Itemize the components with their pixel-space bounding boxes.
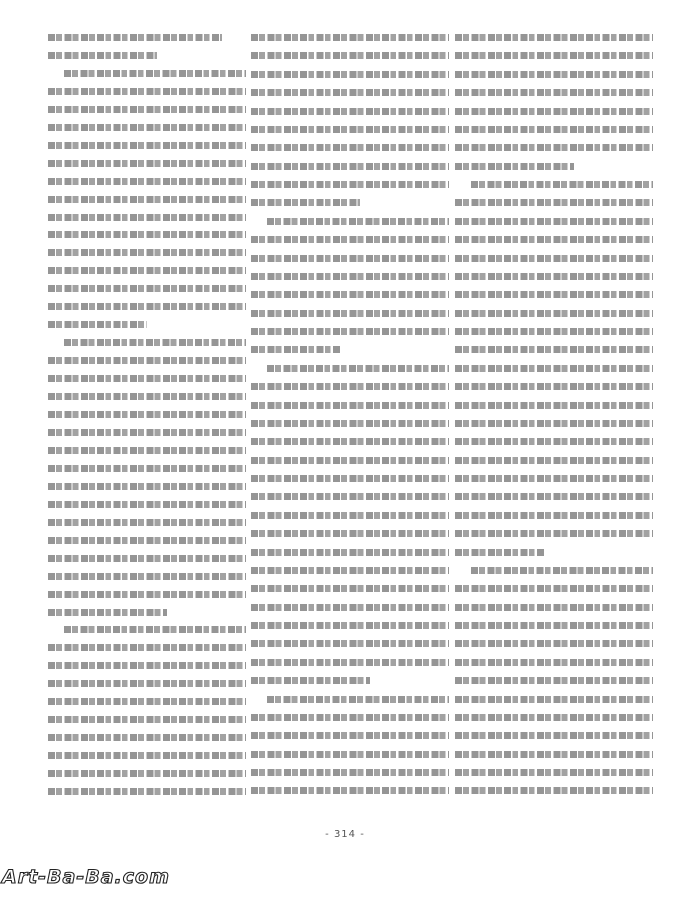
text-line xyxy=(48,764,246,782)
text-line xyxy=(48,297,246,315)
text-line xyxy=(48,190,246,208)
text-line xyxy=(48,136,246,154)
text-line xyxy=(48,225,246,243)
text-line-ink xyxy=(455,126,653,133)
text-line-ink xyxy=(455,236,653,243)
text-line-ink xyxy=(251,677,370,684)
text-line-ink xyxy=(48,662,246,669)
text-line xyxy=(48,351,246,369)
text-line-ink xyxy=(48,124,246,131)
text-line-ink xyxy=(64,70,246,77)
text-line-ink xyxy=(48,88,246,95)
text-line xyxy=(251,285,449,303)
text-line xyxy=(251,579,449,597)
text-line-ink xyxy=(455,622,653,629)
text-line xyxy=(251,487,449,505)
text-line-ink xyxy=(455,732,653,739)
text-line xyxy=(455,524,653,542)
text-line xyxy=(251,359,449,377)
text-line xyxy=(48,656,246,674)
text-line-ink xyxy=(251,108,449,115)
text-line xyxy=(251,506,449,524)
text-line xyxy=(455,304,653,322)
text-line-ink xyxy=(251,89,449,96)
text-line-ink xyxy=(455,255,653,262)
text-line-ink xyxy=(251,457,449,464)
text-line xyxy=(455,543,653,561)
text-line xyxy=(455,487,653,505)
text-line xyxy=(48,459,246,477)
text-line-ink xyxy=(251,769,449,776)
text-line-ink xyxy=(251,622,449,629)
text-line-ink xyxy=(251,402,449,409)
text-line-ink xyxy=(48,267,246,274)
text-line-ink xyxy=(455,714,653,721)
text-line-ink xyxy=(455,549,544,556)
text-line xyxy=(251,653,449,671)
text-line xyxy=(48,674,246,692)
text-line-ink xyxy=(267,218,449,225)
text-line xyxy=(455,377,653,395)
left-column xyxy=(48,28,246,800)
text-line xyxy=(251,690,449,708)
text-line-ink xyxy=(251,512,449,519)
text-line xyxy=(455,671,653,689)
text-line-ink xyxy=(251,549,449,556)
text-line-ink xyxy=(455,438,653,445)
text-line-ink xyxy=(251,126,449,133)
text-line xyxy=(48,585,246,603)
text-line xyxy=(455,469,653,487)
text-line-ink xyxy=(251,787,449,794)
text-line xyxy=(455,598,653,616)
text-line xyxy=(48,513,246,531)
text-line-ink xyxy=(48,375,246,382)
text-line-ink xyxy=(251,291,449,298)
text-line-ink xyxy=(455,457,653,464)
text-line xyxy=(251,212,449,230)
text-line-ink xyxy=(251,71,449,78)
text-line-ink xyxy=(48,734,246,741)
text-line xyxy=(251,469,449,487)
text-line xyxy=(455,781,653,799)
text-line-ink xyxy=(251,530,449,537)
text-line xyxy=(251,193,449,211)
text-line xyxy=(251,763,449,781)
text-line xyxy=(455,28,653,46)
text-line-ink xyxy=(48,483,246,490)
text-line-ink xyxy=(64,626,246,633)
text-line xyxy=(48,261,246,279)
text-line-ink xyxy=(251,255,449,262)
text-line xyxy=(455,267,653,285)
text-line xyxy=(48,208,246,226)
text-line xyxy=(251,157,449,175)
text-line xyxy=(455,138,653,156)
text-line xyxy=(48,638,246,656)
text-line xyxy=(251,561,449,579)
text-line xyxy=(455,653,653,671)
text-line xyxy=(251,83,449,101)
text-line xyxy=(48,477,246,495)
text-line-ink xyxy=(48,429,246,436)
text-line xyxy=(48,549,246,567)
text-line-ink xyxy=(48,447,246,454)
text-line-ink xyxy=(48,178,246,185)
text-line-ink xyxy=(455,787,653,794)
text-line-ink xyxy=(455,677,653,684)
text-line xyxy=(455,396,653,414)
text-line-ink xyxy=(48,698,246,705)
text-line xyxy=(455,120,653,138)
text-line xyxy=(48,692,246,710)
text-line xyxy=(48,172,246,190)
text-line-ink xyxy=(251,732,449,739)
text-line xyxy=(48,728,246,746)
text-line xyxy=(48,405,246,423)
text-line-ink xyxy=(48,555,246,562)
text-line-ink xyxy=(48,770,246,777)
text-line xyxy=(455,726,653,744)
text-line xyxy=(48,64,246,82)
text-line-ink xyxy=(455,475,653,482)
text-line xyxy=(251,598,449,616)
right-column xyxy=(455,28,653,800)
text-line-ink xyxy=(48,411,246,418)
text-line-ink xyxy=(48,680,246,687)
text-line xyxy=(251,322,449,340)
text-line-ink xyxy=(455,365,653,372)
text-line xyxy=(455,285,653,303)
text-line-ink xyxy=(455,291,653,298)
text-line xyxy=(251,671,449,689)
text-line-ink xyxy=(455,346,653,353)
text-line-ink xyxy=(455,144,653,151)
text-line-ink xyxy=(455,89,653,96)
text-line-ink xyxy=(455,163,574,170)
text-line-ink xyxy=(48,231,246,238)
text-line-ink xyxy=(455,310,653,317)
text-line xyxy=(455,230,653,248)
text-line-ink xyxy=(455,696,653,703)
text-line xyxy=(48,118,246,136)
text-line xyxy=(48,369,246,387)
text-line-ink xyxy=(48,106,246,113)
text-line xyxy=(455,359,653,377)
text-line xyxy=(455,690,653,708)
text-line-ink xyxy=(251,34,449,41)
text-line xyxy=(455,46,653,64)
text-line xyxy=(48,567,246,585)
text-line-ink xyxy=(251,52,449,59)
text-line-ink xyxy=(48,357,246,364)
page-number: - 314 - xyxy=(325,829,365,840)
text-line-ink xyxy=(251,567,449,574)
text-line-ink xyxy=(48,788,246,795)
text-line-ink xyxy=(251,714,449,721)
text-line-ink xyxy=(455,751,653,758)
text-line xyxy=(455,193,653,211)
text-line-ink xyxy=(251,163,449,170)
text-line xyxy=(455,249,653,267)
text-line-ink xyxy=(267,696,449,703)
text-line xyxy=(251,616,449,634)
text-line xyxy=(48,243,246,261)
text-line-ink xyxy=(455,493,653,500)
text-line xyxy=(48,333,246,351)
text-line xyxy=(251,102,449,120)
text-line xyxy=(251,745,449,763)
text-line-ink xyxy=(455,71,653,78)
text-line xyxy=(455,763,653,781)
text-line xyxy=(48,495,246,513)
text-line-ink xyxy=(48,303,246,310)
text-line xyxy=(455,451,653,469)
text-line xyxy=(251,377,449,395)
text-line-ink xyxy=(455,530,653,537)
text-line xyxy=(251,230,449,248)
text-line-ink xyxy=(455,769,653,776)
text-line xyxy=(251,304,449,322)
text-line-ink xyxy=(251,604,449,611)
text-line-ink xyxy=(251,585,449,592)
text-line xyxy=(48,387,246,405)
text-line-ink xyxy=(455,52,653,59)
text-line-ink xyxy=(251,475,449,482)
text-line xyxy=(455,616,653,634)
text-line-ink xyxy=(251,273,449,280)
text-line xyxy=(48,782,246,800)
text-line-ink xyxy=(48,519,246,526)
text-line-ink xyxy=(455,402,653,409)
text-line xyxy=(455,322,653,340)
text-line xyxy=(455,83,653,101)
text-line xyxy=(455,212,653,230)
text-line-ink xyxy=(455,218,653,225)
text-line xyxy=(48,441,246,459)
text-line-ink xyxy=(251,493,449,500)
text-line-ink xyxy=(455,604,653,611)
text-line-ink xyxy=(48,321,147,328)
text-line xyxy=(455,414,653,432)
text-line-ink xyxy=(64,339,246,346)
text-line-ink xyxy=(48,501,246,508)
text-line xyxy=(455,506,653,524)
text-line xyxy=(251,340,449,358)
text-line xyxy=(251,175,449,193)
text-line xyxy=(251,46,449,64)
text-line-ink xyxy=(251,420,449,427)
text-line-ink xyxy=(48,644,246,651)
text-line xyxy=(251,138,449,156)
text-line-ink xyxy=(48,537,246,544)
text-line-ink xyxy=(251,144,449,151)
text-line-ink xyxy=(48,196,246,203)
text-line-ink xyxy=(48,465,246,472)
text-line-ink xyxy=(48,249,246,256)
text-line xyxy=(251,267,449,285)
text-line xyxy=(251,524,449,542)
text-line-ink xyxy=(48,591,246,598)
text-line xyxy=(251,634,449,652)
text-line xyxy=(251,543,449,561)
text-line-ink xyxy=(471,567,653,574)
text-line-ink xyxy=(455,34,653,41)
text-line xyxy=(251,432,449,450)
text-line xyxy=(455,561,653,579)
text-line-ink xyxy=(48,716,246,723)
text-line-ink xyxy=(455,512,653,519)
text-line xyxy=(48,315,246,333)
text-line xyxy=(251,708,449,726)
text-line xyxy=(48,603,246,621)
text-line-ink xyxy=(455,383,653,390)
watermark-logo: Art-Ba-Ba.com xyxy=(2,866,170,888)
text-line xyxy=(48,100,246,118)
text-line-ink xyxy=(251,199,360,206)
text-line-ink xyxy=(471,181,653,188)
text-line-ink xyxy=(48,52,157,59)
text-line xyxy=(455,745,653,763)
text-line-ink xyxy=(251,181,449,188)
text-line-ink xyxy=(48,393,246,400)
text-line xyxy=(251,396,449,414)
text-line-ink xyxy=(251,310,449,317)
text-line-ink xyxy=(251,659,449,666)
text-line xyxy=(251,120,449,138)
text-line-ink xyxy=(48,285,246,292)
text-line-ink xyxy=(251,346,340,353)
text-line-ink xyxy=(251,438,449,445)
text-line-ink xyxy=(251,383,449,390)
text-line-ink xyxy=(251,236,449,243)
text-line xyxy=(455,65,653,83)
text-line xyxy=(251,451,449,469)
text-line-ink xyxy=(251,640,449,647)
text-line-ink xyxy=(267,365,449,372)
text-line-ink xyxy=(48,142,246,149)
text-line xyxy=(48,279,246,297)
text-line xyxy=(48,710,246,728)
text-line xyxy=(251,781,449,799)
text-line-ink xyxy=(455,328,653,335)
text-line-ink xyxy=(455,420,653,427)
text-line xyxy=(455,102,653,120)
text-line xyxy=(48,531,246,549)
text-line xyxy=(455,579,653,597)
text-line xyxy=(48,154,246,172)
text-line-ink xyxy=(48,214,246,221)
text-line-ink xyxy=(455,108,653,115)
text-line xyxy=(48,746,246,764)
text-line xyxy=(48,28,246,46)
text-line-ink xyxy=(48,609,167,616)
text-line-ink xyxy=(48,34,222,41)
text-line-ink xyxy=(48,160,246,167)
text-line xyxy=(251,249,449,267)
text-line xyxy=(455,634,653,652)
text-line xyxy=(48,46,246,64)
text-line-ink xyxy=(455,585,653,592)
text-line-ink xyxy=(455,640,653,647)
text-line-ink xyxy=(251,328,449,335)
text-line xyxy=(455,175,653,193)
text-line xyxy=(455,340,653,358)
text-line xyxy=(251,726,449,744)
text-line xyxy=(455,708,653,726)
text-line-ink xyxy=(48,752,246,759)
text-line xyxy=(455,157,653,175)
text-line xyxy=(251,414,449,432)
text-line xyxy=(48,82,246,100)
middle-column xyxy=(251,28,449,800)
text-line-ink xyxy=(48,573,246,580)
text-line xyxy=(251,65,449,83)
text-line-ink xyxy=(455,273,653,280)
text-line-ink xyxy=(455,659,653,666)
text-line xyxy=(48,423,246,441)
text-line-ink xyxy=(251,751,449,758)
text-line-ink xyxy=(455,199,653,206)
text-line xyxy=(455,432,653,450)
text-line xyxy=(251,28,449,46)
text-line xyxy=(48,620,246,638)
